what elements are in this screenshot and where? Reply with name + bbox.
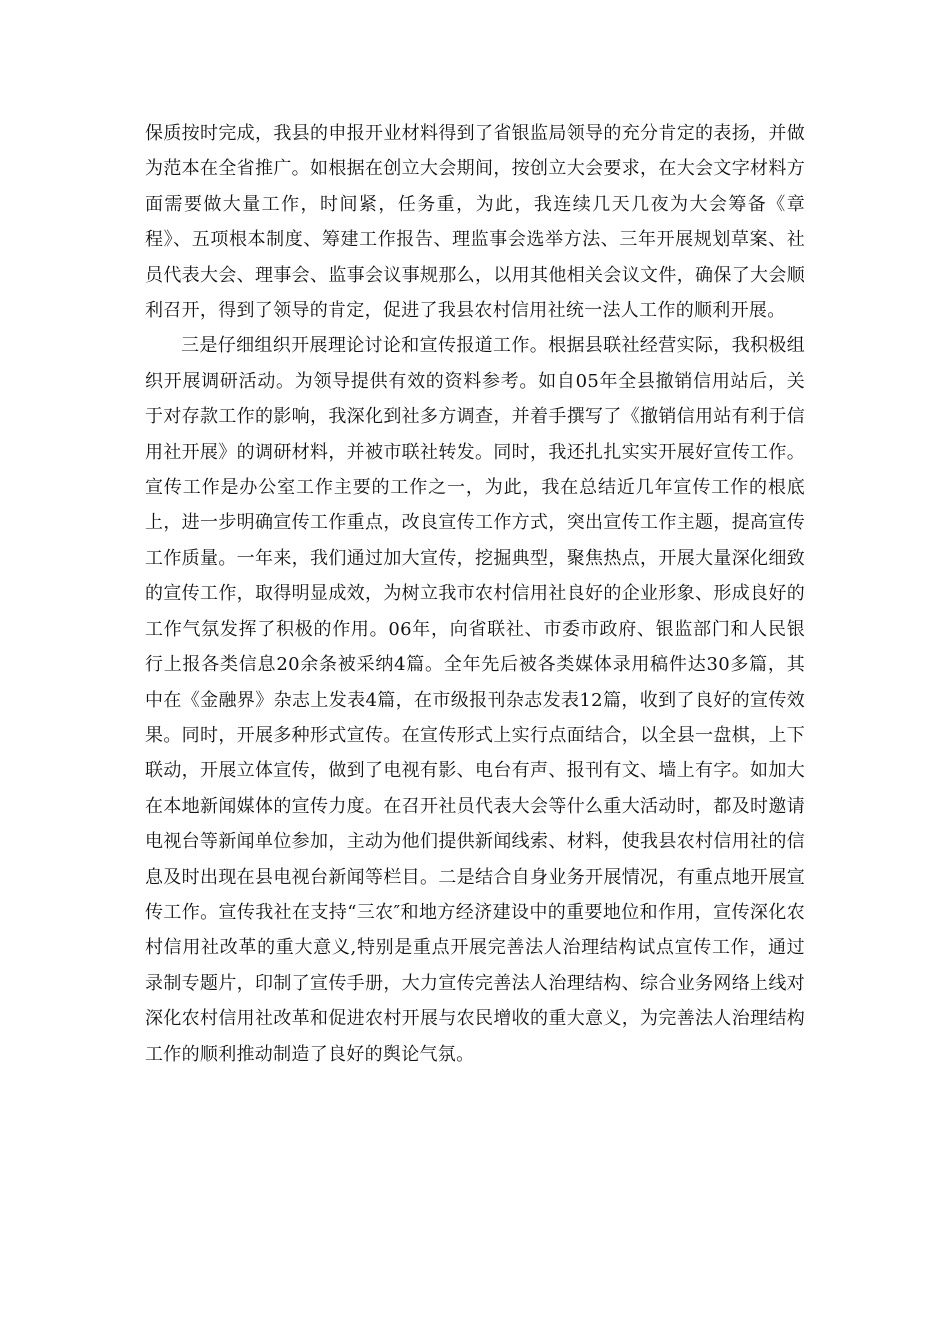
paragraph-continuation: 保质按时完成，我县的申报开业材料得到了省银监局领导的充分肯定的表扬，并做为范本在全省推广。如根据在创立大会期间，按创立大会要求，在大会文字材料方面需要做大量工作，时间紧，任务重，为此，我连续几天几夜为大会筹备《章程》、五项根本制度、筹建工作报告、理监事会选举方法、三年开展规划草案、社员代表大会、理事会、监事会议事规那么，以用其他相关会议文件，确保了大会顺利召开，得到了领导的肯定，促进了我县农村信用社统一法人工作的顺利开展。 [145,123,805,322]
document-body [145,116,805,1072]
paragraph-publicity-work: 三是仔细组织开展理论讨论和宣传报道工作。根据县联社经营实际，我积极组织开展调研活动。为领导提供有效的资料参考。如自05年全县撤销信用站后，关于对存款工作的影响，我深化到社多方调查，并着手撰写了《撤销信用站有利于信用社开展》的调研材料，并被市联社转发。同时，我还扎扎实实开展好宣传工作。宣传工作是办公室工作主要的工作之一，为此，我在总结近几年宣传工作的根底上，进一步明确宣传工作重点，改良宣传工作方式，突出宣传工作主题，提高宣传工作质量。一年来，我们通过加大宣传，挖掘典型，聚焦热点，开展大量深化细致的宣传工作，取得明显成效，为树立我市农村信用社良好的企业形象、形成良好的工作气氛发挥了积极的作用。06年，向省联社、市委市政府、银监部门和人民银行上报各类信息20余条被采纳4篇。全年先后被各类媒体录用稿件达30多篇，其中在《金融界》杂志上发表4篇，在市级报刊杂志发表12篇，收到了良好的宣传效果。同时，开展多种形式宣传。在宣传形式上实行点面结合，以全县一盘棋，上下联动，开展立体宣传，做到了电视有影、电台有声、报刊有文、墙上有字。如加大在本地新闻媒体的宣传力度。在召开社员代表大会等什么重大活动时，都及时邀请电视台等新闻单位参加，主动为他们提供新闻线索、材料，使我县农村信用社的信息及时出现在县电视台新闻等栏目。二是结合自身业务开展情况，有重点地开展宣传工作。宣传我社在支持“三农″和地方经济建设中的重要地位和作用，宣传深化农村信用社改革的重大意义,特别是重点开展完善法人治理结构试点宣传工作，通过录制专题片，印制了宣传手册，大力宣传完善法人治理结构、综合业务网络上线对深化农村信用社改革和促进农村开展与农民增收的重大意义，为完善法人治理结构工作的顺利推动制造了良好的舆论气氛。 [145,335,805,1065]
